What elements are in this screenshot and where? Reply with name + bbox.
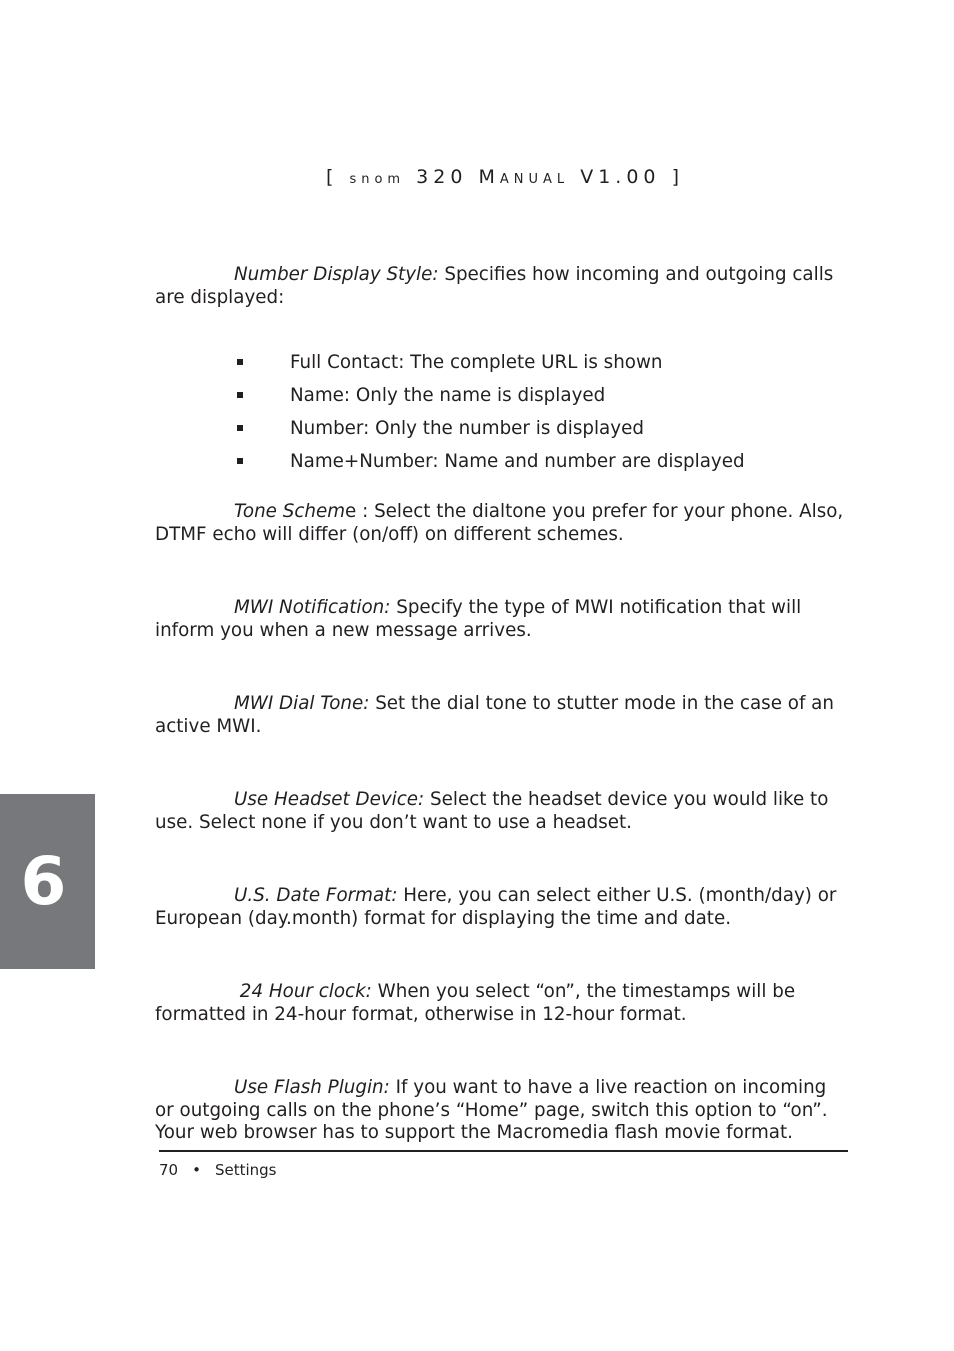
setting-term: MWI Dial Tone: xyxy=(234,693,370,714)
display-style-list xyxy=(155,352,845,484)
page-footer xyxy=(159,1161,276,1179)
hour-clock-paragraph xyxy=(155,981,845,1026)
setting-description: Select the dialtone you prefer for your phone. Also, DTMF echo will differ (on/off) on different schemes. xyxy=(155,501,844,545)
header-model: 320 xyxy=(416,166,468,188)
setting-term: 24 Hour clock: xyxy=(234,981,372,1002)
setting-term: Tone Schem xyxy=(234,501,346,522)
setting-term: Use Headset Device: xyxy=(234,789,425,810)
setting-description: If you want to have a live reaction on incoming or outgoing calls on the phone’s “Home” page, switch this option to “on”. Your web browser has to support the Macromedia flash movie format. xyxy=(155,1077,828,1143)
main-content xyxy=(155,264,845,1145)
footer-section: Settings xyxy=(214,1161,277,1179)
intro-term: Number Display Style: xyxy=(234,264,439,285)
setting-term: Use Flash Plugin: xyxy=(234,1077,390,1098)
square-bullet-icon xyxy=(237,392,243,398)
intro-text: Specifies how incoming and outgoing calls are displayed: xyxy=(155,264,834,308)
list-item: Full Contact: The complete URL is shown xyxy=(155,352,845,385)
date-format-paragraph xyxy=(155,885,845,930)
mwi-dial-tone-paragraph xyxy=(155,693,845,738)
setting-description: Here, you can select either U.S. (month/day) or European (day.month) format for displaying the time and date. xyxy=(155,885,837,929)
chapter-tab: 6 xyxy=(0,794,95,969)
list-item: Number: Only the number is displayed xyxy=(155,418,845,451)
header-version: V1.00 xyxy=(580,166,661,188)
header-bracket-close: ] xyxy=(671,166,684,188)
header-manual: MANUAL xyxy=(478,166,570,188)
setting-description: When you select “on”, the timestamps will be formatted in 24-hour format, otherwise in 12-hour format. xyxy=(155,981,796,1025)
mwi-notification-paragraph xyxy=(155,597,845,642)
square-bullet-icon xyxy=(237,458,243,464)
setting-term-tail: e : xyxy=(345,501,369,522)
setting-description: Select the headset device you would like to use. Select none if you don’t want to use a headset. xyxy=(155,789,829,833)
square-bullet-icon xyxy=(237,359,243,365)
intro-paragraph xyxy=(155,264,845,309)
square-bullet-icon xyxy=(237,425,243,431)
setting-term: U.S. Date Format: xyxy=(234,885,398,906)
list-item: Name: Only the name is displayed xyxy=(155,385,845,418)
header-brand: snom xyxy=(349,172,406,187)
tone-scheme-paragraph xyxy=(155,501,845,546)
setting-term: MWI Notification: xyxy=(234,597,391,618)
page-number: 70 xyxy=(159,1161,179,1179)
headset-device-paragraph xyxy=(155,789,845,834)
bullet-separator-icon: • xyxy=(192,1161,201,1179)
flash-plugin-paragraph xyxy=(155,1077,845,1145)
running-header xyxy=(0,166,954,188)
footer-divider xyxy=(159,1150,848,1152)
list-item: Name+Number: Name and number are displayed xyxy=(155,451,845,484)
setting-description: Set the dial tone to stutter mode in the case of an active MWI. xyxy=(155,693,834,737)
setting-description: Specify the type of MWI notification that will inform you when a new message arrives. xyxy=(155,597,802,641)
header-bracket-open: [ xyxy=(326,166,339,188)
